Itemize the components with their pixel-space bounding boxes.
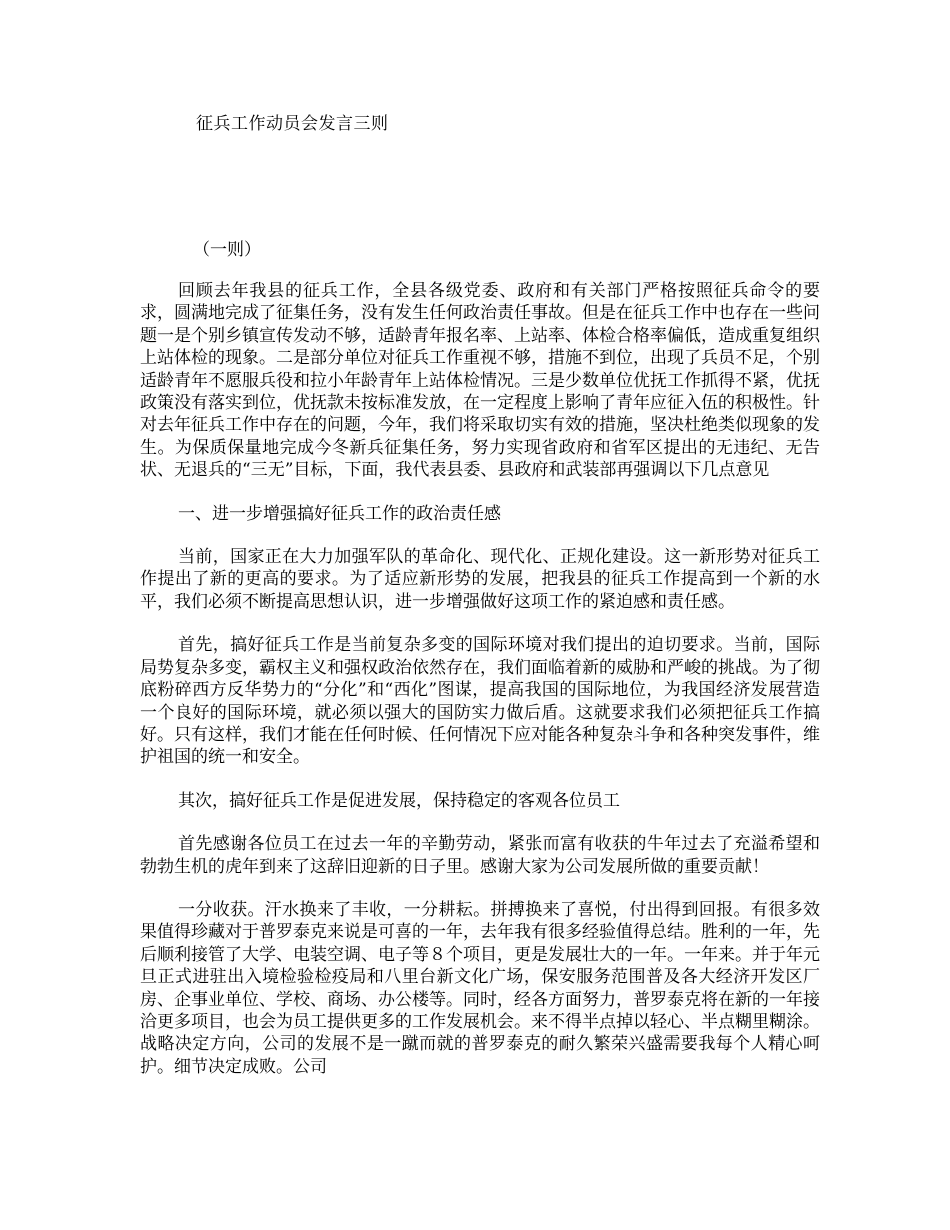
section-label: （一则） [193,240,261,260]
heading-point-one: 一、进一步增强搞好征兵工作的政治责任感 [178,503,501,524]
document-title: 征兵工作动员会发言三则 [196,114,389,134]
paragraph-first-reason: 首先，搞好征兵工作是当前复杂多变的国际环境对我们提出的迫切要求。当前，国际局势复杂多变，霸权主义和强权政治依然存在，我们面临着新的威胁和严峻的挑战。为了彻底粉碎西方反华势力的“分化”和“西化”图谋，提高我国的国际地位，为我国经济发展营造一个良好的国际环境，就必须以强大的国防实力做后盾。这就要求我们必须把征兵工作搞好。只有这样，我们才能在任何时候、任何情况下应对能各种复杂斗争和各种突发事件，维护祖国的统一和安全。 [140,635,820,768]
paragraph-harvest: 一分收获。汗水换来了丰收，一分耕耘。拼搏换来了喜悦，付出得到回报。有很多效果值得珍藏对于普罗泰克来说是可喜的一年，去年我有很多经验值得总结。胜利的一年，先后顺利接管了大学、电装空调、电子等８个项目，更是发展壮大的一年。一年来。并于年元旦正式进驻出入境检验检疫局和八里台新文化广场，保安服务范围普及各大经济开发区厂房、企事业单位、学校、商场、办公楼等。同时，经各方面努力，普罗泰克将在新的一年接洽更多项目，也会为员工提供更多的工作发展机会。来不得半点掉以轻心、半点糊里糊涂。战略决定方向，公司的发展不是一蹴而就的普罗泰克的耐久繁荣兴盛需要我每个人精心呵护。细节决定成败。公司 [140,899,820,1077]
document-body [140,280,820,1099]
paragraph-current-situation: 当前，国家正在大力加强军队的革命化、现代化、正规化建设。这一新形势对征兵工作提出了新的更高的要求。为了适应新形势的发展，把我县的征兵工作提高到一个新的水平，我们必须不断提高思想认识，进一步增强做好这项工作的紧迫感和责任感。 [140,547,820,612]
paragraph-review: 回顾去年我县的征兵工作，全县各级党委、政府和有关部门严格按照征兵命令的要求，圆满地完成了征集任务，没有发生任何政治责任事故。但是在征兵工作中也存在一些问题一是个别乡镇宣传发动不够，适龄青年报名率、上站率、体检合格率偏低，造成重复组织上站体检的现象。二是部分单位对征兵工作重视不够，措施不到位，出现了兵员不足，个别适龄青年不愿服兵役和拉小年龄青年上站体检情况。三是少数单位优抚工作抓得不紧，优抚政策没有落实到位，优抚款未按标准发放，在一定程度上影响了青年应征入伍的积极性。针对去年征兵工作中存在的问题，今年，我们将采取切实有效的措施，坚决杜绝类似现象的发生。为保质保量地完成今冬新兵征集任务，努力实现省政府和省军区提出的无违纪、无告状、无退兵的“三无”目标，下面，我代表县委、县政府和武装部再强调以下几点意见 [140,281,820,481]
paragraph-second-reason: 其次，搞好征兵工作是促进发展，保持稳定的客观各位员工 [178,790,620,811]
paragraph-thanks: 首先感谢各位员工在过去一年的辛勤劳动，紧张而富有收获的牛年过去了充溢希望和勃勃生机的虎年到来了这辞旧迎新的日子里。感谢大家为公司发展所做的重要贡献！ [140,834,820,877]
